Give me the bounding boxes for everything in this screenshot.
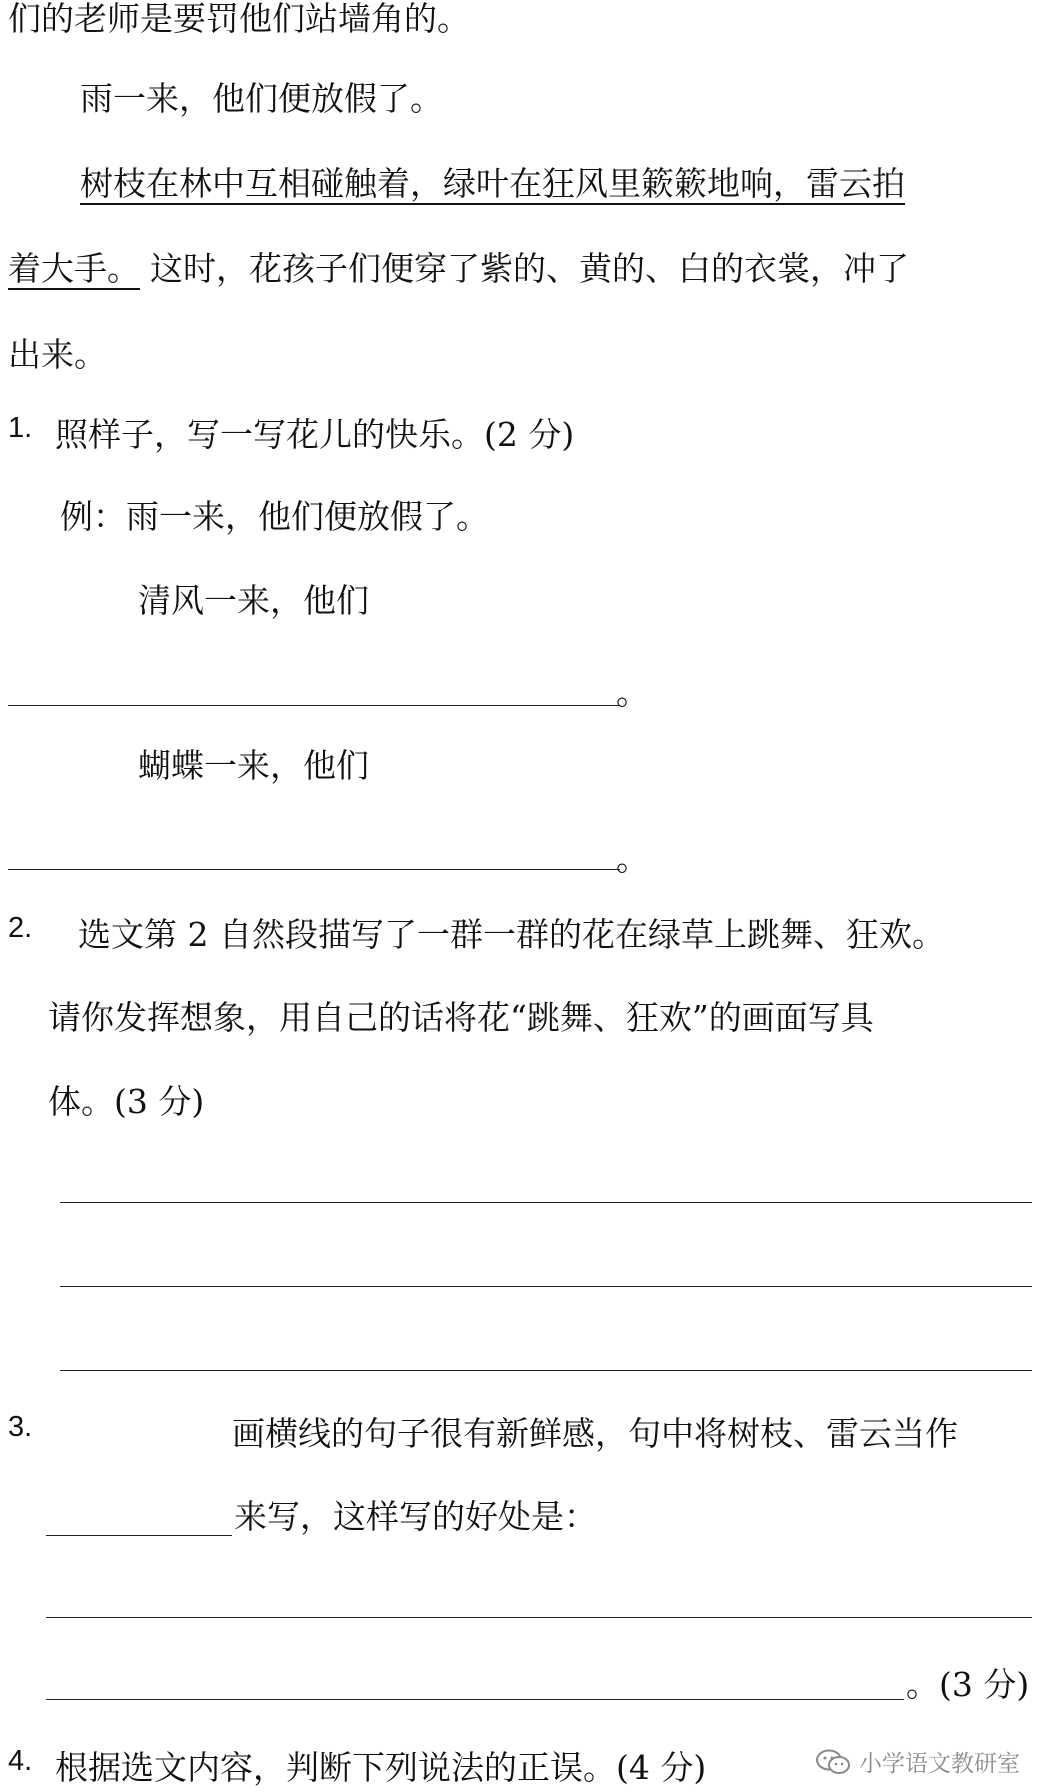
passage-line-4 [8,249,909,288]
passage-line-5: 出来。 [8,335,107,374]
passage-line-2: 雨一来，他们便放假了。 [80,79,443,118]
q1-period-1: 。 [616,673,649,712]
q2-line-3: 体。(3 分) [48,1082,205,1121]
q3-score-tail: 。(3 分) [906,1665,1030,1704]
q2-answer-line-3[interactable] [60,1370,1032,1371]
q3-blank[interactable] [46,1535,232,1536]
q1-answer-line-2[interactable] [8,869,620,870]
q3-answer-line-2[interactable] [46,1699,904,1700]
passage-line-1: 们的老师是要罚他们站墙角的。 [8,0,470,38]
q1-period-2: 。 [616,839,649,878]
passage-underlined-fragment: 着大手。 [8,249,140,288]
watermark [815,1745,1020,1778]
q3-answer-line-1[interactable] [46,1617,1032,1618]
passage-line-4-rest: 这时，花孩子们便穿了紫的、黄的、白的衣裳，冲了 [150,249,909,288]
q1-example: 例：雨一来，他们便放假了。 [60,497,489,536]
q1-item-2: 蝴蝶一来，他们 [138,746,369,785]
q2-number: 2. [8,912,33,944]
q4-number: 4. [8,1745,33,1777]
q4-prompt: 根据选文内容，判断下列说法的正误。(4 分) [55,1748,707,1787]
q1-item-1: 清风一来，他们 [138,581,369,620]
q1-prompt: 照样子，写一写花儿的快乐。(2 分) [55,415,575,454]
q2-answer-line-1[interactable] [60,1202,1032,1203]
q2-line-1: 选文第 2 自然段描写了一群一群的花在绿草上跳舞、狂欢。 [78,915,945,954]
wechat-icon [815,1748,851,1776]
q3-number: 3. [8,1411,33,1443]
q1-answer-line-1[interactable] [8,705,620,706]
q1-number: 1. [8,412,33,444]
q2-answer-line-2[interactable] [60,1286,1032,1287]
q3-line-1: 画横线的句子很有新鲜感，句中将树枝、雷云当作 [232,1414,958,1453]
watermark-text: 小学语文教研室 [859,1751,1020,1777]
q2-line-2: 请你发挥想象，用自己的话将花“跳舞、狂欢”的画面写具 [48,998,874,1037]
q3-line-2-rest: 来写，这样写的好处是： [234,1497,597,1536]
passage-line-3-underlined: 树枝在林中互相碰触着，绿叶在狂风里簌簌地响，雷云拍 [80,164,905,203]
